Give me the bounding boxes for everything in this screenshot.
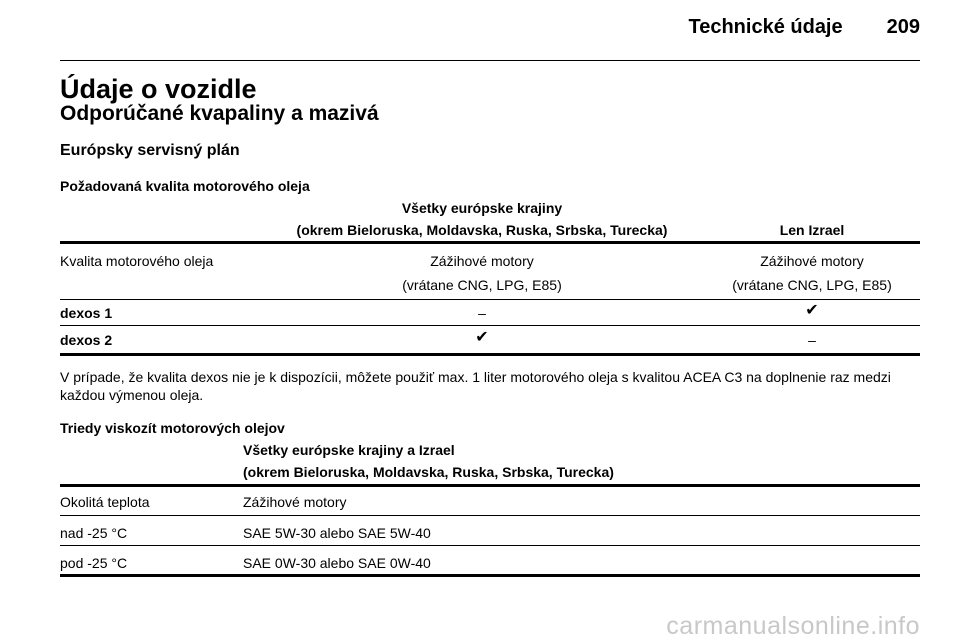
table1-row1-label: Kvalita motorového oleja: [60, 253, 214, 269]
table1-col3-header: Len Izrael: [779, 222, 845, 238]
table1-row2-label: dexos 1: [60, 305, 113, 321]
heading-fluids-lubricants: Odporúčané kvapaliny a mazivá: [60, 102, 379, 125]
table1-col2-header-line1: Všetky európske krajiny: [401, 200, 563, 216]
table2-row-col2: SAE 0W-30 alebo SAE 0W-40: [243, 555, 431, 571]
table2-caption: Triedy viskozít motorových olejov: [60, 420, 285, 436]
table1-row1-col2-line1: Zážihové motory: [430, 253, 534, 269]
header-divider: [60, 60, 920, 61]
heading-vehicle-data: Údaje o vozidle: [60, 74, 257, 104]
table1-header-rule: [60, 241, 920, 244]
table1-row1-col3-line2: (vrátane CNG, LPG, E85): [732, 277, 892, 293]
table2-row-col2: SAE 5W-30 alebo SAE 5W-40: [243, 525, 431, 541]
table2-header-rule: [60, 484, 920, 487]
table2-row-col1: nad -25 °C: [60, 525, 128, 541]
table2-row-col2: Zážihové motory: [243, 494, 347, 510]
table1-bottom-rule: [60, 353, 920, 356]
table1-row3-col2-checkmark-icon: ✔: [475, 329, 489, 346]
watermark-text: carmanualsonline.info: [666, 612, 920, 640]
table1-row-divider: [60, 299, 920, 300]
table2-row-divider: [60, 545, 920, 546]
table2-bottom-rule: [60, 574, 920, 577]
table1-row3-label: dexos 2: [60, 332, 113, 348]
table1-row2-col2-dash: –: [478, 305, 486, 321]
table2-header-line2: (okrem Bieloruska, Moldavska, Ruska, Srbska, Turecka): [243, 464, 614, 480]
page-header: [688, 16, 920, 48]
table1-row2-col3-checkmark-icon: ✔: [805, 302, 819, 319]
heading-european-service-plan: Európsky servisný plán: [60, 142, 240, 159]
section-title: Technické údaje: [688, 16, 843, 38]
table1-row-divider: [60, 325, 920, 326]
table1-row1-col2-line2: (vrátane CNG, LPG, E85): [402, 277, 562, 293]
table2-row-col1: pod -25 °C: [60, 555, 128, 571]
table1-row3-col3-dash: –: [808, 332, 816, 348]
note-paragraph: V prípade, že kvalita dexos nie je k dispozícii, môžete použiť max. 1 liter motorového oleja s kvalitou ACEA C3 na doplnenie raz medzi každou výmenou oleja.: [60, 369, 891, 403]
manual-page: [60, 0, 920, 642]
table1-row1-col3-line1: Zážihové motory: [760, 253, 864, 269]
table2-row-col1: Okolitá teplota: [60, 494, 150, 510]
table1-col2-header-line2: (okrem Bieloruska, Moldavska, Ruska, Srbska, Turecka): [296, 222, 668, 238]
table1-caption: Požadovaná kvalita motorového oleja: [60, 178, 310, 194]
table2-header-line1: Všetky európske krajiny a Izrael: [243, 442, 455, 458]
table2-row-divider: [60, 515, 920, 516]
page-number: 209: [886, 16, 920, 38]
